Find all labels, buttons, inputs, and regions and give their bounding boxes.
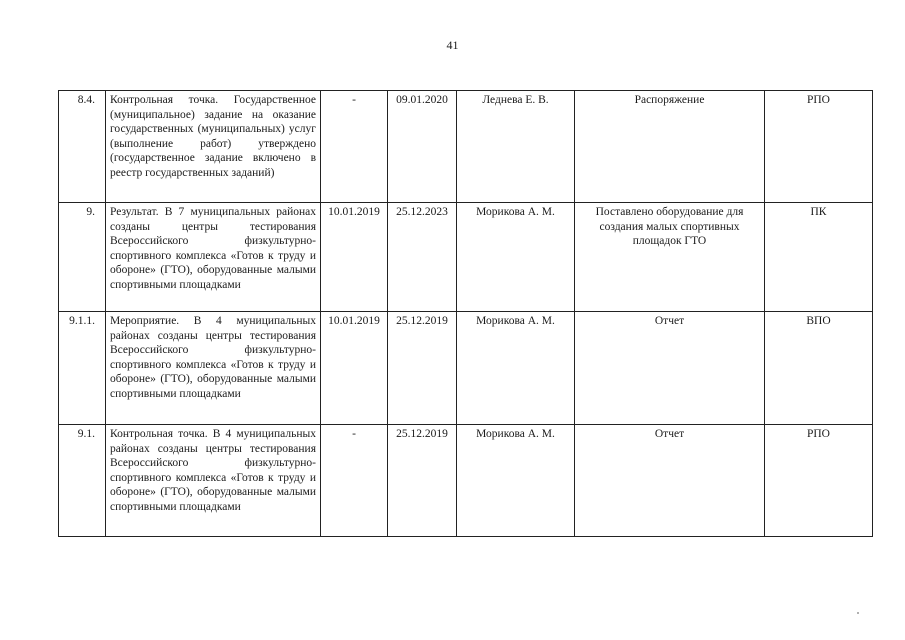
row-number: 9.1.1. <box>59 312 106 425</box>
row-responsible: Морикова А. М. <box>457 425 575 537</box>
scan-speck <box>857 612 859 614</box>
row-result: Поставлено оборудование для создания малых спортивных площадок ГТО <box>575 203 765 312</box>
row-end-date: 09.01.2020 <box>388 91 457 203</box>
row-level: РПО <box>765 425 873 537</box>
row-end-date: 25.12.2019 <box>388 312 457 425</box>
table-row <box>59 312 873 425</box>
row-description: Мероприятие. В 4 муниципальных районах созданы центры тестирования Всероссийского физкультурно-спортивного комплекса «Готов к труду и обороне» (ГТО), оборудованные малыми спортивными площадками <box>106 312 321 425</box>
row-start-date: - <box>321 425 388 537</box>
row-description: Результат. В 7 муниципальных районах созданы центры тестирования Всероссийского физкультурно-спортивного комплекса «Готов к труду и обороне» (ГТО), оборудованные малыми спортивными площадками <box>106 203 321 312</box>
table-row <box>59 425 873 537</box>
row-result: Отчет <box>575 425 765 537</box>
row-start-date: 10.01.2019 <box>321 203 388 312</box>
row-responsible: Морикова А. М. <box>457 203 575 312</box>
plan-table <box>58 90 873 537</box>
row-responsible: Леднева Е. В. <box>457 91 575 203</box>
page-number: 41 <box>446 38 459 52</box>
row-responsible: Морикова А. М. <box>457 312 575 425</box>
row-start-date: - <box>321 91 388 203</box>
row-number: 9. <box>59 203 106 312</box>
row-result: Отчет <box>575 312 765 425</box>
row-level: ПК <box>765 203 873 312</box>
row-level: ВПО <box>765 312 873 425</box>
row-number: 9.1. <box>59 425 106 537</box>
row-number: 8.4. <box>59 91 106 203</box>
table-row <box>59 203 873 312</box>
table-row <box>59 91 873 203</box>
row-result: Распоряжение <box>575 91 765 203</box>
row-end-date: 25.12.2019 <box>388 425 457 537</box>
row-start-date: 10.01.2019 <box>321 312 388 425</box>
row-end-date: 25.12.2023 <box>388 203 457 312</box>
row-level: РПО <box>765 91 873 203</box>
row-description: Контрольная точка. В 4 муниципальных районах созданы центры тестирования Всероссийского физкультурно-спортивного комплекса «Готов к труду и обороне» (ГТО), оборудованные малыми спортивными площадками <box>106 425 321 537</box>
row-description: Контрольная точка. Государственное (муниципальное) задание на оказание государственных (муниципальных) услуг (выполнение работ) утверждено (государственное задание включено в реестр государственных заданий) <box>106 91 321 203</box>
